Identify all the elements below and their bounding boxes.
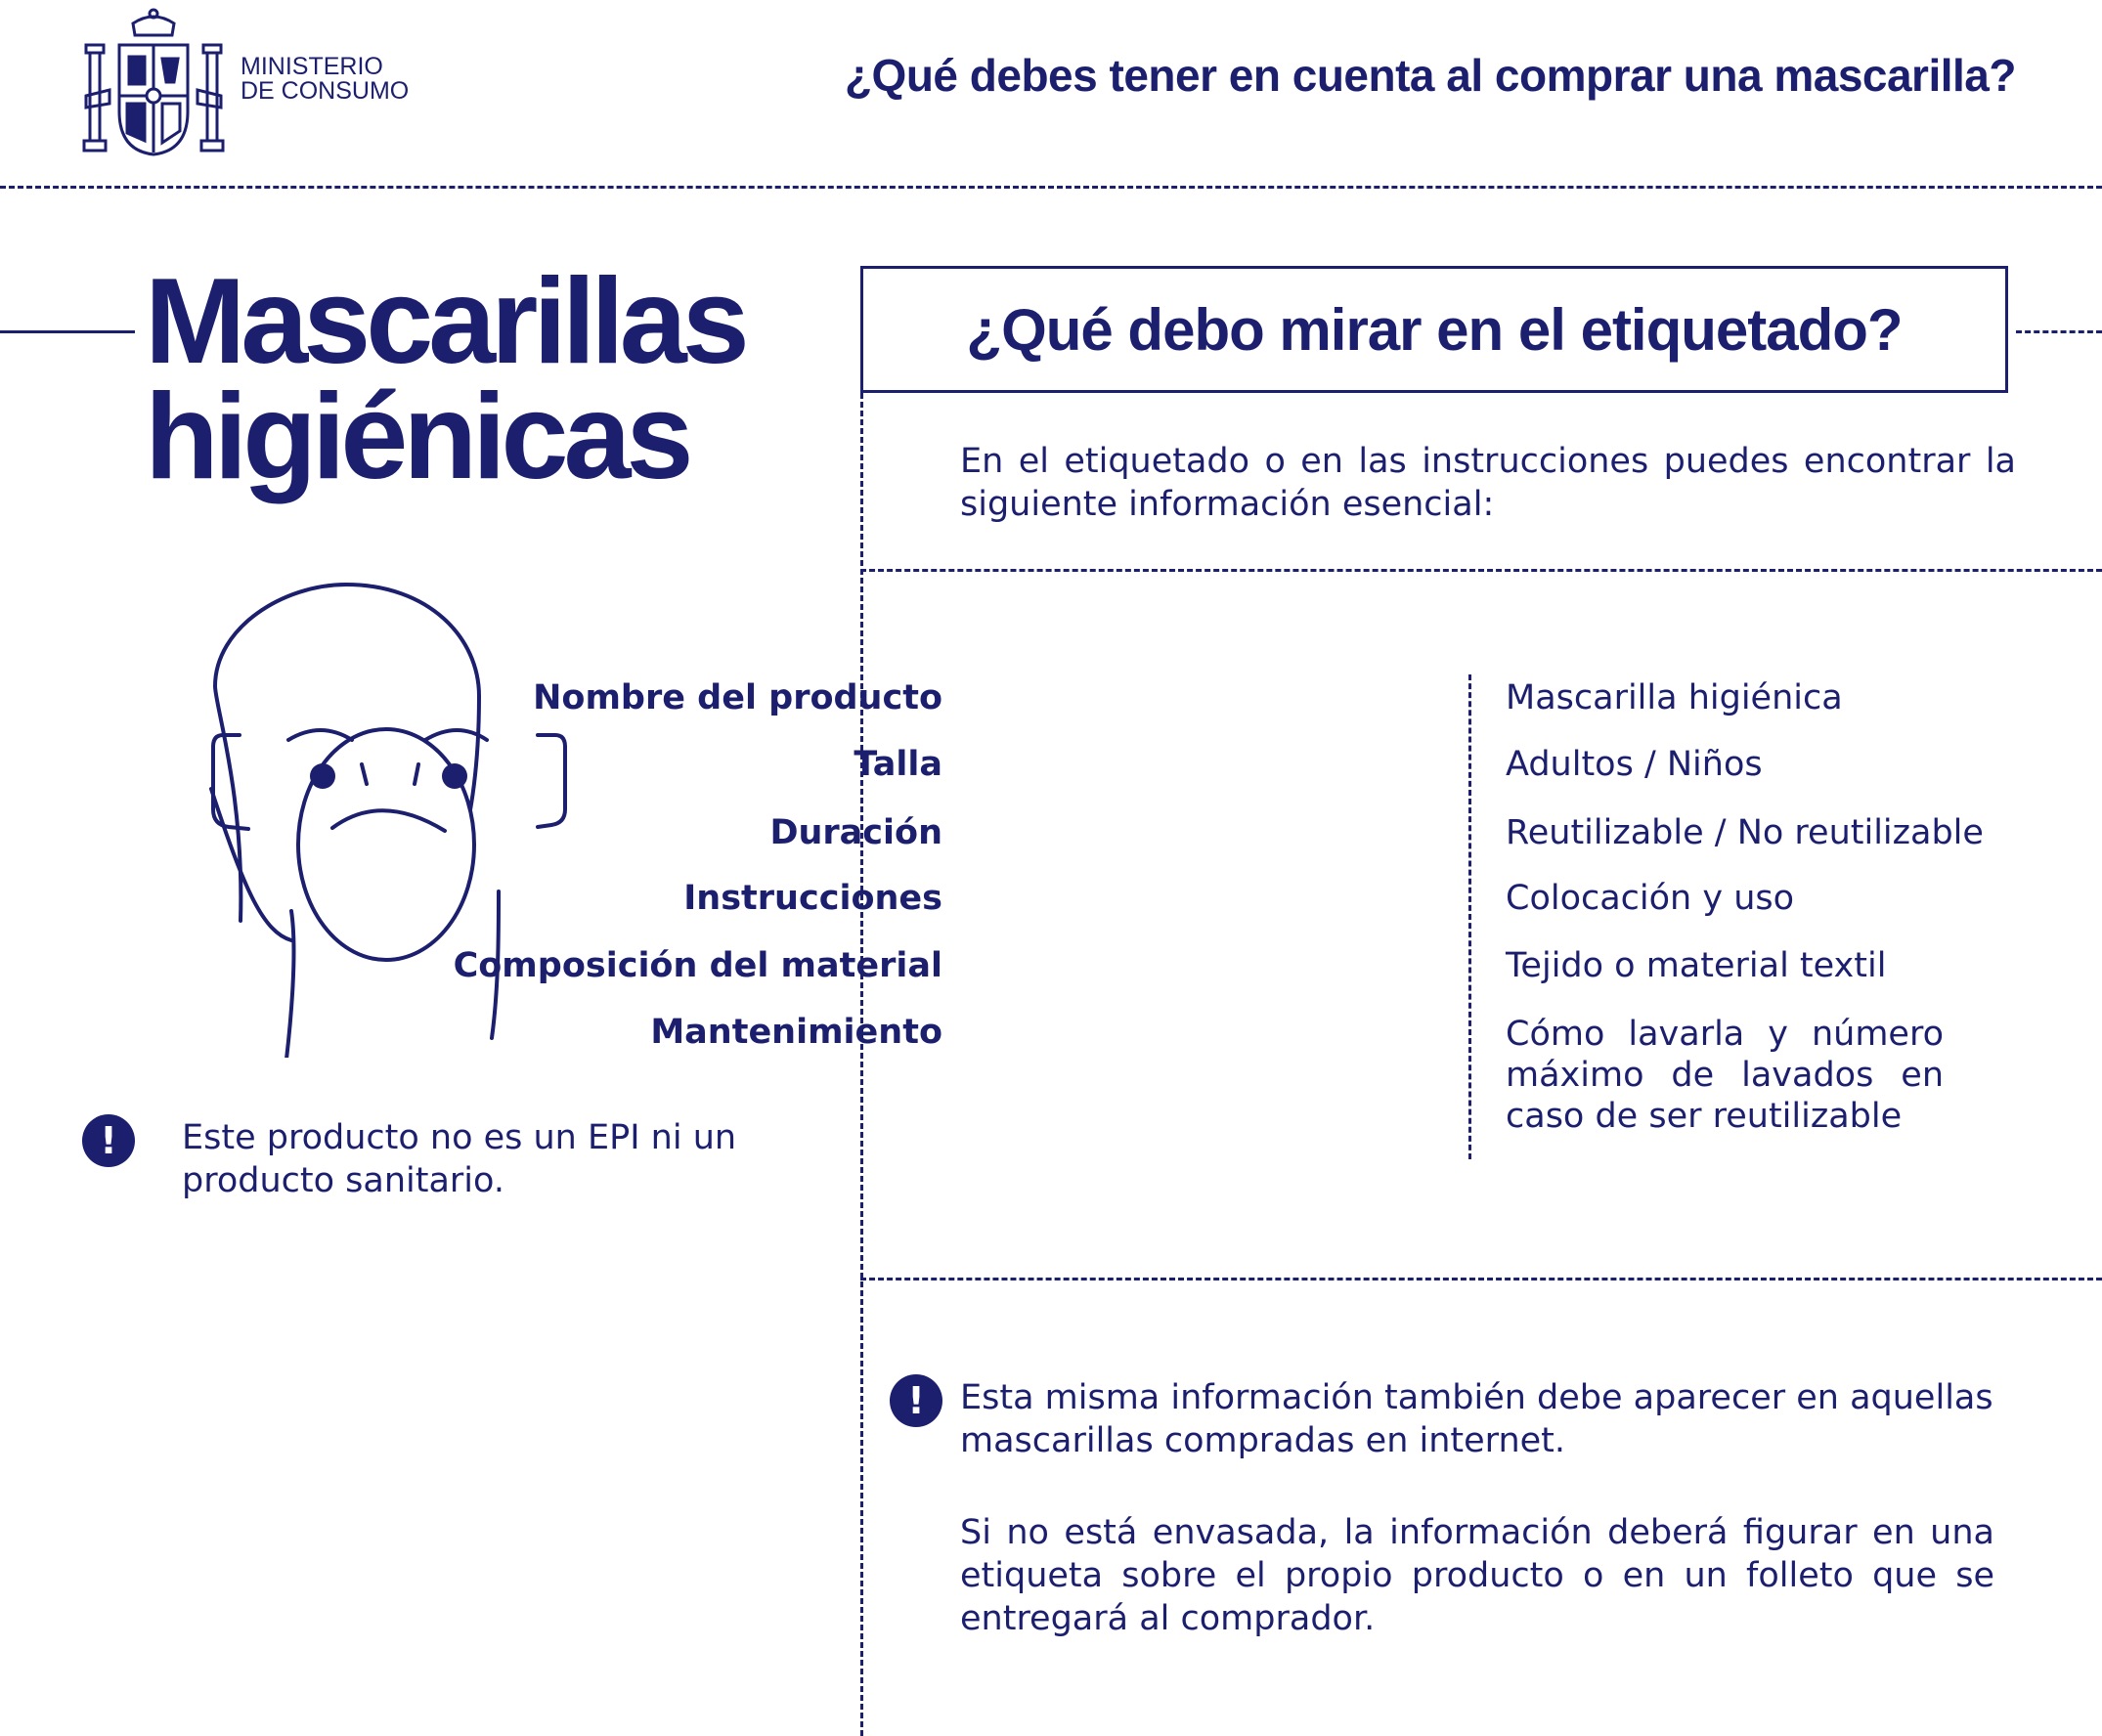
table-label: Instrucciones <box>683 879 942 918</box>
table-label: Nombre del producto <box>533 678 942 717</box>
ministry-line-2: DE CONSUMO <box>241 77 410 105</box>
right-notice-2-text <box>960 1511 1994 1640</box>
table-label: Duración <box>769 813 942 852</box>
right-notice-text <box>960 1376 1993 1462</box>
coat-of-arms-icon <box>82 6 225 158</box>
table-label: Composición del material <box>453 946 942 985</box>
left-notice-line-1: Este producto no es un EPI ni un <box>182 1118 737 1157</box>
right-notice-2-line-1: Si no está envasada, la información deberá figurar en una <box>960 1513 1994 1552</box>
table-value: Tejido o material textil <box>1506 946 1887 985</box>
table-column-divider <box>1468 674 1471 1159</box>
labeling-question-box <box>860 266 2008 393</box>
page-title <box>145 254 745 504</box>
intro-paragraph: En el etiquetado o en las instrucciones puedes encontrar la siguiente información esencial: <box>960 442 2016 524</box>
ministry-logo-text <box>241 55 409 104</box>
table-value: Adultos / Niños <box>1506 745 1763 784</box>
page-title-line-1: Mascarillas <box>145 254 745 389</box>
table-value: Colocación y uso <box>1506 879 1795 918</box>
right-notice-line-1: Esta misma información también debe aparecer en aquellas <box>960 1378 1993 1417</box>
left-notice-text <box>182 1116 736 1202</box>
table-value-line: caso de ser reutilizable <box>1506 1097 1903 1136</box>
question-connector <box>2016 330 2102 333</box>
section-divider-bottom <box>860 1278 2102 1280</box>
left-notice-line-2: producto sanitario. <box>182 1161 504 1200</box>
header-divider <box>0 186 2102 189</box>
table-value: Mascarilla higiénica <box>1506 678 1843 717</box>
table-value-line: Cómo lavarla y número <box>1506 1015 1944 1054</box>
title-accent-line <box>0 330 135 333</box>
right-column-divider <box>860 393 863 1736</box>
page-title-line-2: higiénicas <box>145 369 689 504</box>
header-title: ¿Qué debes tener en cuenta al comprar una mascarilla? <box>844 50 2016 101</box>
ministry-line-1: MINISTERIO <box>241 53 383 80</box>
table-label: Mantenimiento <box>650 1013 942 1052</box>
table-value <box>1506 1014 1944 1137</box>
right-notice-2-line-3: entregará al comprador. <box>960 1599 1376 1638</box>
section-divider-top <box>860 569 2102 572</box>
exclamation-icon: ! <box>82 1114 135 1167</box>
right-notice-line-2: mascarillas compradas en internet. <box>960 1421 1566 1460</box>
table-value-line: máximo de lavados en <box>1506 1056 1944 1095</box>
right-notice-2-line-2: etiqueta sobre el propio producto o en un folleto que se <box>960 1556 1994 1595</box>
table-value: Reutilizable / No reutilizable <box>1506 813 1984 852</box>
exclamation-icon: ! <box>890 1374 942 1427</box>
table-label: Talla <box>854 745 942 784</box>
labeling-question-text: ¿Qué debo mirar en el etiquetado? <box>966 296 1903 363</box>
